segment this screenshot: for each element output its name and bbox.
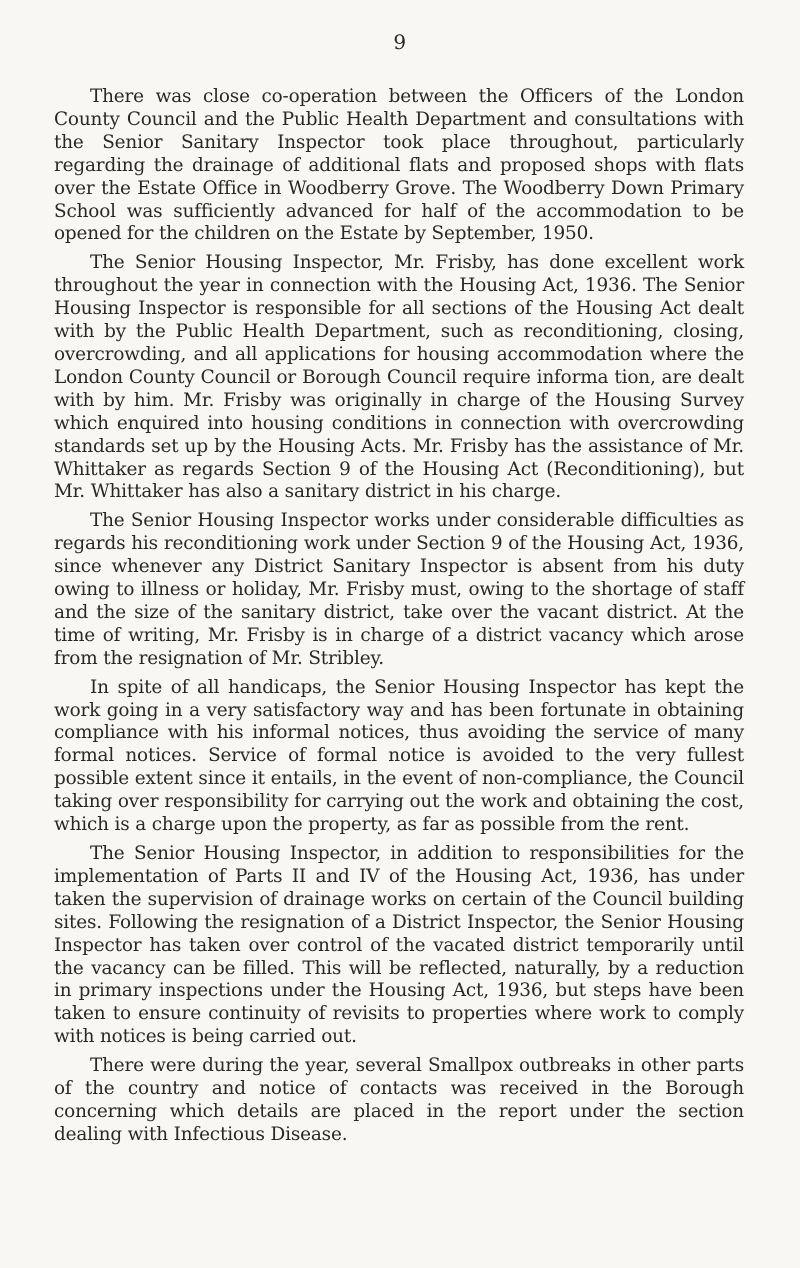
paragraph-senior-housing-inspector: The Senior Housing Inspector, Mr. Frisby, has done excellent work throughout the year in connection with the Housing Act, 1936. The Senior Housing Inspector is responsible for all sections of the Housing Act dealt with by the Public Health Department, such as reconditioning, closing, overcrowding, and all applications for housing accommodation where the London County Council or Borough Council require informa tion, are dealt with by him. Mr. Frisby was originally in charge of the Housing Survey which enquired into housing conditions in connection with overcrowding standards set up by the Housing Acts. Mr. Frisby has the assistance of Mr. Whittaker as regards Section 9 of the Housing Act (Reconditioning), but Mr. Whittaker has also a sanitary district in his charge. — [54, 252, 744, 503]
paragraph-smallpox: There were during the year, several Smallpox outbreaks in other parts of the country and notice of contacts was received in the Borough concerning which details are placed in the report under the section dealing with Infectious Disease. — [54, 1055, 744, 1145]
paragraph-drainage-supervision: The Senior Housing Inspector, in addition to responsibilities for the implementation of Parts II and IV of the Housing Act, 1936, has under taken the supervision of drainage works on certain of the Council building sites. Following the resignation of a District Inspector, the Senior Housing Inspector has taken over control of the vacated district temporarily until the vacancy can be filled. This will be reflected, naturally, by a reduction in primary inspections under the Housing Act, 1936, but steps have been taken to ensure continuity of revisits to properties where work to comply with notices is being carried out. — [54, 843, 744, 1048]
body-text — [54, 86, 744, 1153]
paragraph-difficulties: The Senior Housing Inspector works under considerable difficulties as regards his reconditioning work under Section 9 of the Housing Act, 1936, since whenever any District Sanitary Inspector is absent from his duty owing to illness or holiday, Mr. Frisby must, owing to the shortage of staff and the size of the sanitary district, take over the vacant district. At the time of writing, Mr. Frisby is in charge of a district vacancy which arose from the resignation of Mr. Stribley. — [54, 510, 744, 669]
paragraph-handicaps: In spite of all handicaps, the Senior Housing Inspector has kept the work going in a very satisfactory way and has been fortunate in obtaining compliance with his informal notices, thus avoiding the service of many formal notices. Service of formal notice is avoided to the very fullest possible extent since it entails, in the event of non-compliance, the Council taking over responsibility for carrying out the work and obtaining the cost, which is a charge upon the property, as far as possible from the rent. — [54, 676, 744, 836]
page-number: 9 — [393, 30, 407, 54]
paragraph-co-operation: There was close co-operation between the Officers of the London County Council and the Public Health Department and consultations with the Senior Sanitary Inspector took place throughout, particularly regarding the drainage of additional flats and proposed shops with flats over the Estate Office in Woodberry Grove. The Woodberry Down Primary School was sufficiently advanced for half of the accommodation to be opened for the children on the Estate by September, 1950. — [54, 86, 744, 245]
